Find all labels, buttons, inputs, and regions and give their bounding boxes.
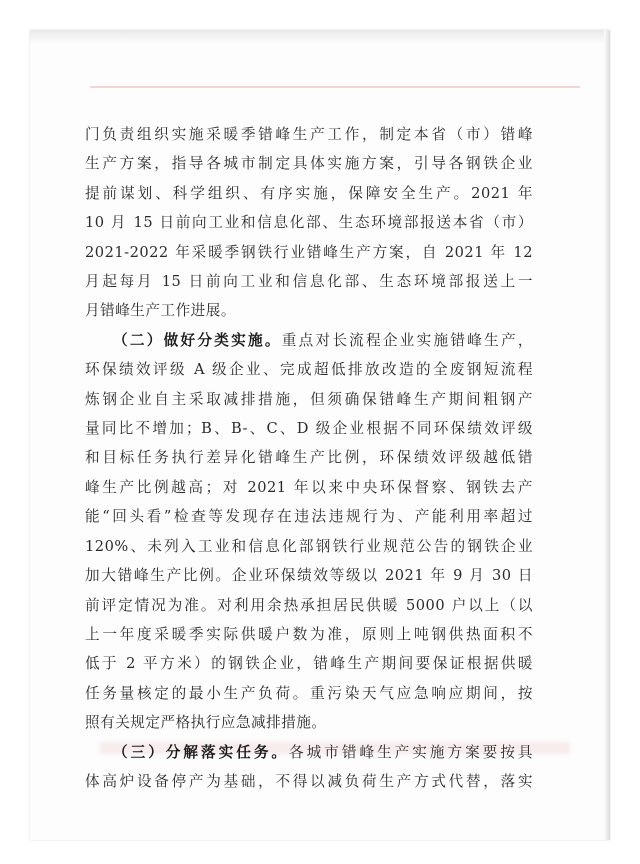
text-line: 低于 2 平方米）的钢铁企业，错峰生产期间要保证根据供暖 [85,655,533,673]
scan-top-shadow [30,30,610,44]
header-rule [90,86,580,88]
text-run: 各城市错峰生产实施方案要按具 [289,743,533,761]
document-body [85,120,533,796]
text-line: 10 月 15 日前向工业和信息化部、生态环境部报送本省（市） [85,214,533,232]
text-line: 前评定情况为准。对利用余热承担居民供暖 5000 户以上（以 [85,596,533,614]
text-line: 和目标任务执行差异化错峰生产比例，环保绩效评级越低错 [85,449,533,467]
text-run: 重点对长流程企业实施错峰生产， [281,331,533,349]
text-line: 生产方案，指导各城市制定具体实施方案，引导各钢铁企业 [85,155,533,173]
text-line: 提前谋划、科学组织、有序实施，保障安全生产。2021 年 [85,184,533,202]
scan-right-edge [604,30,610,840]
text-line: 体高炉设备停产为基础，不得以减负荷生产方式代替，落实 [85,772,533,790]
text-line: 环保绩效评级 A 级企业、完成超低排放改造的全废钢短流程 [85,361,533,379]
text-line: 月起每月 15 日前向工业和信息化部、生态环境部报送上一 [85,273,533,291]
text-line: 炼钢企业自主采取减排措施，但须确保错峰生产期间粗钢产 [85,390,533,408]
text-line: 峰生产比例越高；对 2021 年以来中央环保督察、钢铁去产 [85,478,533,496]
text-line: 上一年度采暖季实际供暖户数为准，原则上吨钢供热面积不 [85,625,533,643]
section-heading-3: （三）分解落实任务。 [113,743,290,761]
text-line: 照有关规定严格执行应急减排措施。 [85,714,327,732]
paragraph-first-line [85,738,533,767]
text-line: 加大错峰生产比例。企业环保绩效等级以 2021 年 9 月 30 日 [85,567,533,585]
text-line: 门负责组织实施采暖季错峰生产工作，制定本省（市）错峰 [85,126,533,143]
text-line: 任务量核定的最小生产负荷。重污染天气应急响应期间，按 [85,684,533,702]
text-line: 月错峰生产工作进展。 [85,302,236,320]
text-line: 量同比不增加；B、B-、C、D 级企业根据不同环保绩效评级 [85,420,533,438]
text-line: 能“回头看”检查等发现存在违法违规行为、产能利用率超过 [85,508,533,526]
text-line: 2021-2022 年采暖季钢铁行业错峰生产方案，自 2021 年 12 [85,243,533,261]
text-line: 120%、未列入工业和信息化部钢铁行业规范公告的钢铁企业 [85,537,533,555]
section-heading-2: （二）做好分类实施。 [113,331,282,349]
paragraph-first-line [85,326,533,355]
